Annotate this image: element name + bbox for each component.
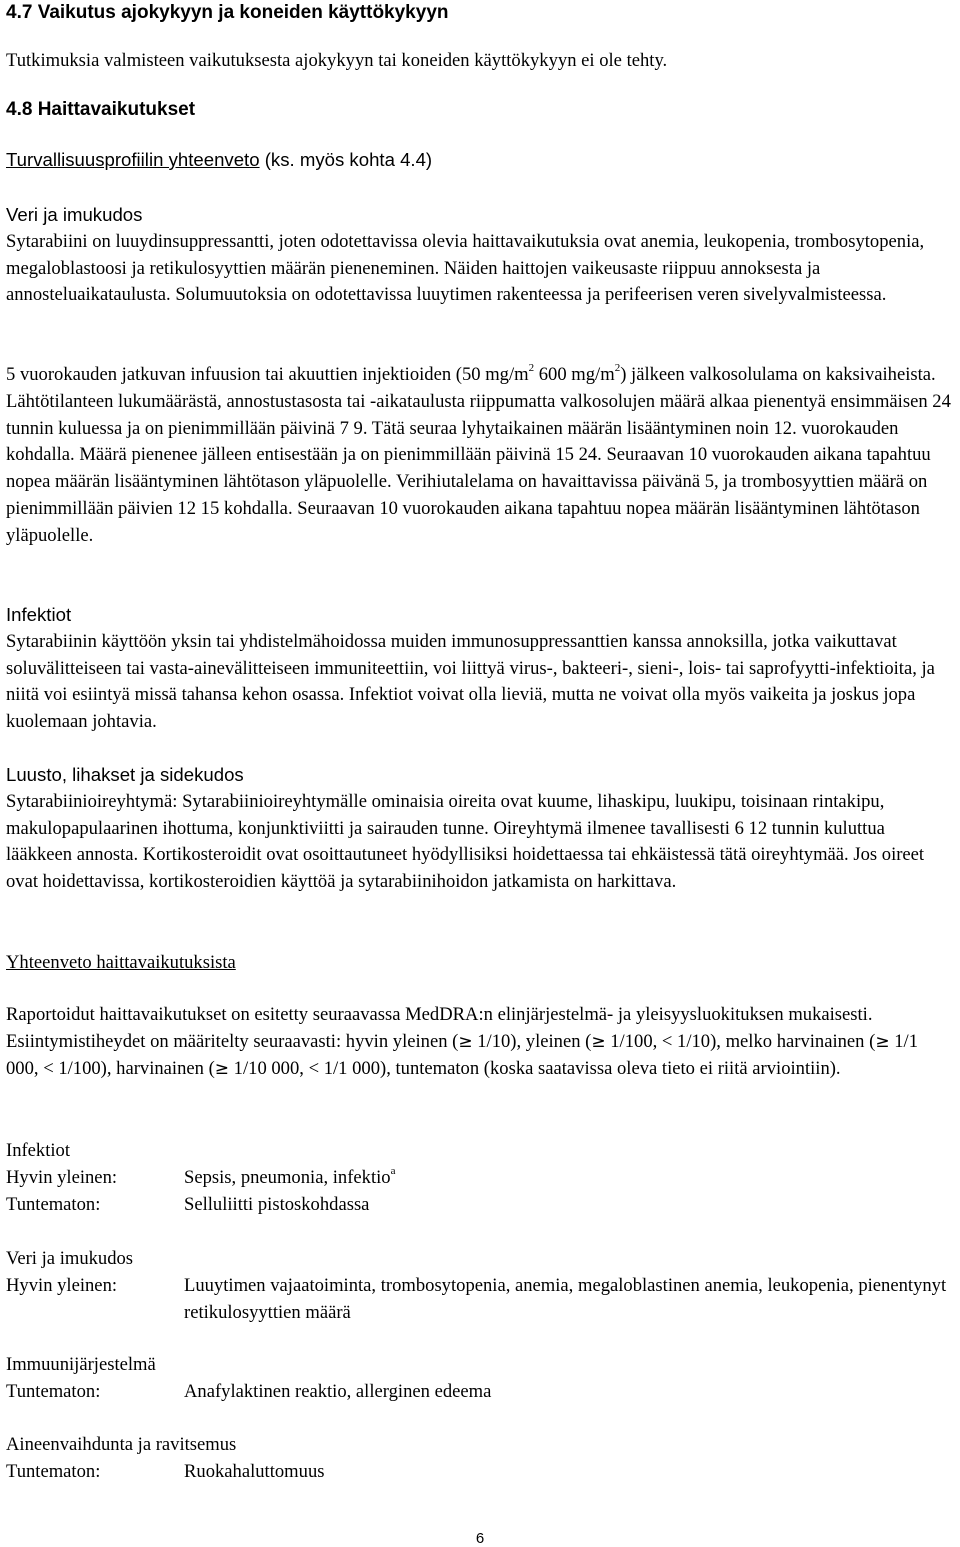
infektiot-block bbox=[6, 602, 952, 736]
summary-heading: Yhteenveto haittavaikutuksista bbox=[6, 952, 236, 973]
list-immuuni bbox=[6, 1352, 952, 1406]
ge-symbol: ≥ bbox=[875, 1031, 890, 1052]
frequency-label: Tuntematon: bbox=[6, 1460, 101, 1482]
reaction-value: Selluliitti pistoskohdassa bbox=[184, 1193, 370, 1215]
list-heading: Immuunijärjestelmä bbox=[6, 1354, 156, 1375]
section-title-4-7: 4.7 Vaikutus ajokykyyn ja koneiden käyttökykyyn bbox=[6, 2, 449, 23]
superscript: 2 bbox=[614, 361, 621, 374]
reaction-value: Luuytimen vajaatoiminta, trombosytopenia, anemia, megaloblastinen anemia, leukopenia, pienentynyt retikulosyyttien määrä bbox=[184, 1274, 947, 1323]
list-heading: Infektiot bbox=[6, 1140, 71, 1161]
list-heading: Aineenvaihdunta ja ravitsemus bbox=[6, 1434, 237, 1455]
luusto-block bbox=[6, 762, 952, 896]
list-item bbox=[6, 1273, 952, 1327]
safety-profile-link[interactable]: Turvallisuusprofiilin yhteenveto bbox=[6, 149, 260, 170]
list-heading: Veri ja imukudos bbox=[6, 1248, 134, 1269]
leukocyte-text-3: ) jälkeen valkosolulama on kaksivaiheista. Lähtötilanteen lukumäärästä, annostustasosta tai -aikataulusta riippumatta valkosolujen määrä alkaa pienentyä ensimmäisen 24 tunnin kuluessa ja on pienimmillään päivinä 7 9. Tätä seuraa lyhytaikainen määrän lisääntyminen noin 12. vuorokauden kohdalla. Määrä pienenee jälleen entisestään ja on pienimmillään päivinä 15 24. Seuraavan 10 vuorokauden aikana tapahtuu nopea määrän lisääntyminen lähtötason yläpuolelle. Verihiutalelama on havaittavissa päivänä 5, ja trombosyyttien määrä on pienimmillään päivien 12 15 kohdalla. Seuraavan 10 vuorokauden aikana tapahtuu nopea määrän lisääntyminen lähtötason yläpuolelle. bbox=[6, 364, 951, 546]
list-item bbox=[6, 1192, 952, 1219]
list-veri bbox=[6, 1246, 952, 1326]
veri-block bbox=[6, 202, 952, 309]
veri-text: Sytarabiini on luuydinsuppressantti, joten odotettavissa olevia haittavaikutuksia ovat anemia, leukopenia, trombosytopenia, megaloblastoosi ja retikulosyyttien määrän pieneneminen. Näiden haittojen vaikeusaste riippuu annoksesta ja annosteluaikataulusta. Solumuutoksia on odotettavissa luuytimen rakenteessa ja perifeerisen veren sivelyvalmisteessa. bbox=[6, 230, 925, 306]
luusto-text: Sytarabiinioireyhtymä: Sytarabiinioireyhtymälle ominaisia oireita ovat kuume, lihaskipu, luukipu, toisinaan rintakipu, makulopapulaarinen ihottuma, konjunktiviitti ja sairauden tunne. Oireyhtymä ilmenee tavallisesti 6 12 tunnin kuluttua lääkkeen annosta. Kortikosteroidit ovat osoittautuneet hyödyllisiksi hoidettaessa tai ehkäistessä tätä oireyhtymää. Jos oireet ovat hoidettavissa, kortikosteroidien käyttöä ja sytarabiinihoidon jatkamista on harkittava. bbox=[6, 790, 925, 893]
frequency-label: Tuntematon: bbox=[6, 1380, 101, 1402]
page-number: 6 bbox=[475, 1530, 485, 1547]
frequency-label: Tuntematon: bbox=[6, 1193, 101, 1215]
frequency-label: Hyvin yleinen: bbox=[6, 1166, 118, 1188]
summary-text-2: 1/10), yleinen ( bbox=[472, 1030, 592, 1052]
section-title-4-8: 4.8 Haittavaikutukset bbox=[6, 99, 196, 120]
infektiot-heading: Infektiot bbox=[6, 604, 72, 625]
veri-heading: Veri ja imukudos bbox=[6, 204, 143, 225]
infektiot-text: Sytarabiinin käyttöön yksin tai yhdistelmähoidossa muiden immunosuppressanttien kanssa annoksilla, jotka vaikuttavat soluvälitteiseen tai vasta-ainevälitteiseen immuniteettiin, voi liittyä virus-, bakteeri-, sieni-, lois- tai saprofyytti-infektioita, ja niitä voi esiintyä missä tahansa kehon osassa. Infektiot voivat olla lieviä, mutta ne voivat olla myös vaikeita ja joskus jopa kuolemaan johtavia. bbox=[6, 630, 935, 733]
summary-text-4: 1/1 000, < 1/100), harvinainen ( bbox=[6, 1030, 918, 1079]
safety-profile-ref: (ks. myös kohta 4.4) bbox=[259, 149, 433, 170]
reaction-text: Sepsis, pneumonia, infektio bbox=[184, 1166, 391, 1188]
ge-symbol: ≥ bbox=[591, 1031, 606, 1052]
leukocyte-text-1: 5 vuorokauden jatkuvan infuusion tai akuuttien injektioiden (50 mg/m bbox=[6, 364, 529, 385]
list-item bbox=[6, 1459, 952, 1486]
list-item bbox=[6, 1165, 952, 1192]
leukocyte-paragraph bbox=[6, 362, 952, 550]
ge-symbol: ≥ bbox=[458, 1031, 473, 1052]
section-4-7-text: Tutkimuksia valmisteen vaikutuksesta ajokykyyn tai koneiden käyttökykyyn ei ole tehty. bbox=[6, 50, 668, 71]
reaction-value: Ruokahaluttomuus bbox=[184, 1460, 325, 1482]
luusto-heading: Luusto, lihakset ja sidekudos bbox=[6, 764, 244, 785]
summary-text-1: Raportoidut haittavaikutukset on esitetty seuraavassa MedDRA:n elinjärjestelmä- ja yleisyysluokituksen mukaisesti. Esiintymistiheydet on määritelty seuraavasti: hyvin yleinen ( bbox=[6, 1004, 873, 1052]
summary-paragraph bbox=[6, 1002, 952, 1082]
reaction-value bbox=[184, 1165, 952, 1192]
list-item bbox=[6, 1379, 952, 1406]
superscript: 2 bbox=[528, 361, 535, 374]
safety-profile-subheading bbox=[6, 147, 432, 174]
footnote-marker: a bbox=[390, 1164, 396, 1177]
summary-text-3: 1/100, < 1/10), melko harvinainen ( bbox=[605, 1030, 876, 1052]
list-aineenvaihdunta bbox=[6, 1432, 952, 1486]
reaction-value: Anafylaktinen reaktio, allerginen edeema bbox=[184, 1380, 492, 1402]
frequency-label: Hyvin yleinen: bbox=[6, 1274, 118, 1296]
list-infektiot bbox=[6, 1138, 952, 1218]
summary-text-5: 1/10 000, < 1/1 000), tuntematon (koska saatavissa oleva tieto ei riitä arviointiin). bbox=[229, 1057, 841, 1079]
leukocyte-text-2: 600 mg/m bbox=[534, 364, 615, 385]
ge-symbol: ≥ bbox=[214, 1058, 230, 1079]
